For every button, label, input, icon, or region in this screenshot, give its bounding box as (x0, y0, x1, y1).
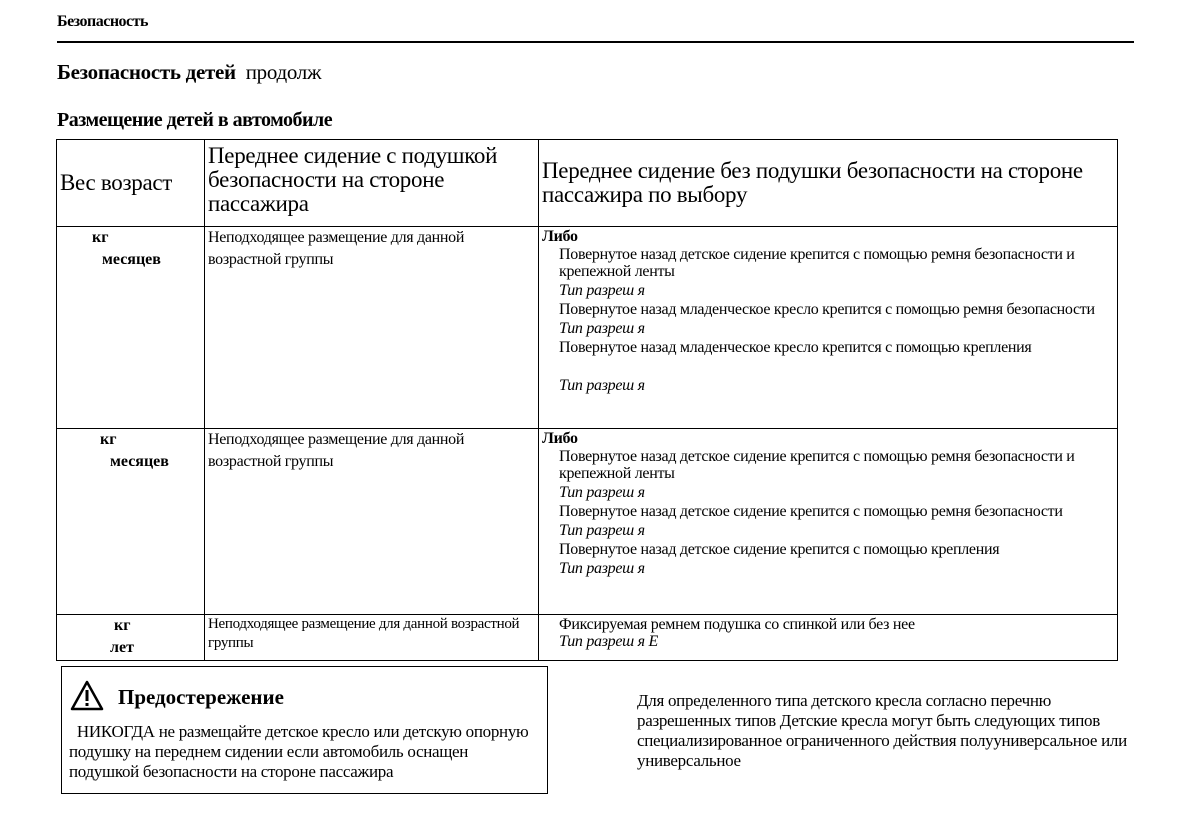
front-airbag-cell: Неподходящее размещение для данной возрастной группы (205, 615, 539, 661)
warning-text (69, 722, 539, 782)
header-rule (57, 41, 1134, 43)
option-type: Тип разреш я (559, 484, 645, 501)
options-cell (539, 227, 1118, 429)
table-row (57, 227, 1118, 429)
option-type: Тип разреш я E (559, 633, 658, 650)
options-cell (539, 615, 1118, 661)
option-desc: Повернутое назад детское сидение крепится с помощью крепления (559, 541, 1000, 558)
unit-kg: кг (92, 229, 109, 246)
option-type: Тип разреш я (559, 377, 645, 394)
side-note: Для определенного типа детского кресла согласно перечню разрешенных типов Детские кресла могут быть следующих типов специализированное ограниченного действия полууниверсальное или универсальное (637, 691, 1127, 770)
page-title (57, 60, 321, 85)
option-desc: Повернутое назад младенческое кресло крепится с помощью крепления (559, 339, 1032, 356)
header-front-no-airbag: Переднее сидение без подушки безопасности на стороне пассажира по выбору (539, 140, 1118, 227)
age-cell (57, 429, 205, 615)
unit-kg: кг (100, 431, 117, 448)
front-airbag-cell: Неподходящее размещение для данной возрастной группы (205, 227, 539, 429)
option-type: Тип разреш я (559, 560, 645, 577)
warning-title: Предостережение (118, 685, 284, 709)
table-row (57, 615, 1118, 661)
option-type: Тип разреш я (559, 282, 645, 299)
header-front-airbag: Переднее сидение с подушкой безопасности на стороне пассажира (205, 140, 539, 227)
options-cell (539, 429, 1118, 615)
unit-months: месяцев (110, 453, 169, 470)
option-desc: Повернутое назад детское сидение крепится с помощью ремня безопасности (559, 503, 1063, 520)
unit-years: лет (110, 639, 134, 656)
page-title-bold: Безопасность детей (57, 60, 236, 84)
option-desc: Повернутое назад детское сидение крепится с помощью ремня безопасности и крепежной ленты (559, 246, 1075, 280)
header-weight-age: Вес возраст (57, 140, 205, 227)
table-subtitle: Размещение детей в автомобиле (57, 109, 333, 131)
option-desc: Фиксируемая ремнем подушка со спинкой или без нее (559, 616, 915, 633)
front-airbag-cell: Неподходящее размещение для данной возрастной группы (205, 429, 539, 615)
age-cell (57, 615, 205, 661)
option-desc: Повернутое назад младенческое кресло крепится с помощью ремня безопасности (559, 301, 1095, 318)
either-label: Либо (542, 430, 578, 447)
option-type: Тип разреш я (559, 522, 645, 539)
section-header: Безопасность (57, 13, 148, 30)
warning-text-body: НИКОГДА не размещайте детское кресло или детскую опорную подушку на переднем сидении если автомобиль оснащен подушкой безопасности на стороне пассажира (69, 722, 529, 781)
table-header-row (57, 140, 1118, 227)
unit-kg: кг (114, 617, 131, 634)
page-title-rest: продолж (245, 60, 322, 84)
table-row (57, 429, 1118, 615)
unit-months: месяцев (102, 251, 161, 268)
either-label: Либо (542, 228, 578, 245)
warning-triangle-icon (70, 680, 104, 712)
placement-table (56, 139, 1118, 661)
option-desc: Повернутое назад детское сидение крепится с помощью ремня безопасности и крепежной ленты (559, 448, 1075, 482)
option-type: Тип разреш я (559, 320, 645, 337)
age-cell (57, 227, 205, 429)
